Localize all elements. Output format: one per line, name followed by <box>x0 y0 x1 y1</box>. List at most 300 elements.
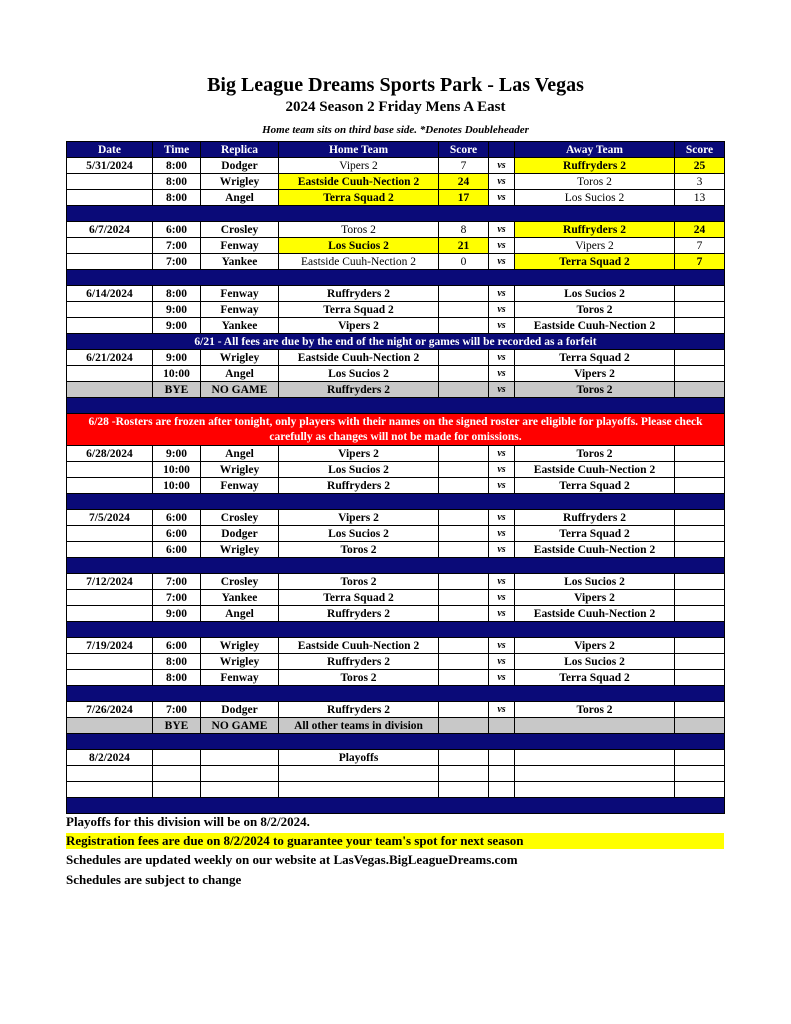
home-team-cell: Toros 2 <box>279 574 439 590</box>
game-row <box>67 222 725 238</box>
away-score-cell <box>675 766 725 782</box>
home-score-cell <box>439 510 489 526</box>
spacer-row <box>67 398 725 414</box>
change-note: Schedules are subject to change <box>66 872 242 887</box>
away-score-cell <box>675 350 725 366</box>
away-team-cell: Ruffryders 2 <box>515 510 675 526</box>
replica-cell: NO GAME <box>201 382 279 398</box>
game-row <box>67 670 725 686</box>
vs-cell: vs <box>489 510 515 526</box>
home-score-cell: 0 <box>439 254 489 270</box>
replica-cell <box>201 782 279 798</box>
away-score-cell <box>675 478 725 494</box>
home-score-cell <box>439 382 489 398</box>
away-score-cell <box>675 750 725 766</box>
replica-cell: Wrigley <box>201 542 279 558</box>
home-team-cell: Ruffryders 2 <box>279 654 439 670</box>
date-cell <box>67 766 153 782</box>
away-score-cell <box>675 526 725 542</box>
time-cell: 8:00 <box>153 670 201 686</box>
home-score-cell <box>439 446 489 462</box>
vs-cell: vs <box>489 190 515 206</box>
game-row <box>67 510 725 526</box>
away-score-cell <box>675 590 725 606</box>
replica-cell: Fenway <box>201 478 279 494</box>
away-team-cell: Terra Squad 2 <box>515 526 675 542</box>
time-cell: 9:00 <box>153 302 201 318</box>
away-score-cell <box>675 782 725 798</box>
home-team-cell: Eastside Cuuh-Nection 2 <box>279 254 439 270</box>
home-score-cell <box>439 702 489 718</box>
time-cell <box>153 750 201 766</box>
time-cell: 6:00 <box>153 526 201 542</box>
home-team-cell: Eastside Cuuh-Nection 2 <box>279 638 439 654</box>
time-cell: 8:00 <box>153 654 201 670</box>
vs-cell: vs <box>489 158 515 174</box>
date-cell <box>67 462 153 478</box>
away-team-cell: Ruffryders 2 <box>515 222 675 238</box>
date-cell <box>67 654 153 670</box>
replica-cell: Yankee <box>201 590 279 606</box>
home-team-cell: Eastside Cuuh-Nection 2 <box>279 174 439 190</box>
replica-cell: Wrigley <box>201 174 279 190</box>
away-score-cell <box>675 446 725 462</box>
home-score-cell <box>439 286 489 302</box>
home-team-cell: Terra Squad 2 <box>279 590 439 606</box>
time-cell: 8:00 <box>153 158 201 174</box>
game-row <box>67 750 725 766</box>
away-score-cell <box>675 462 725 478</box>
game-row <box>67 542 725 558</box>
date-cell <box>67 318 153 334</box>
spacer-row <box>67 686 725 702</box>
away-team-cell <box>515 750 675 766</box>
away-score-cell <box>675 718 725 734</box>
home-team-note: Home team sits on third base side. *Denotes Doubleheader <box>262 124 529 136</box>
home-score-cell: 21 <box>439 238 489 254</box>
time-cell <box>153 766 201 782</box>
date-cell: 6/21/2024 <box>67 350 153 366</box>
bye-row <box>67 382 725 398</box>
game-row <box>67 606 725 622</box>
time-cell: 9:00 <box>153 350 201 366</box>
home-team-cell: Playoffs <box>279 750 439 766</box>
time-cell: 7:00 <box>153 254 201 270</box>
col-header-vs <box>489 142 515 158</box>
vs-cell <box>489 718 515 734</box>
time-cell: 10:00 <box>153 366 201 382</box>
away-team-cell: Los Sucios 2 <box>515 654 675 670</box>
home-score-cell <box>439 526 489 542</box>
vs-cell <box>489 782 515 798</box>
fee-notice-text: 6/21 - All fees are due by the end of the night or games will be recorded as a forfeit <box>67 334 725 350</box>
game-row <box>67 350 725 366</box>
vs-cell: vs <box>489 606 515 622</box>
home-score-cell <box>439 638 489 654</box>
col-header-away-team: Away Team <box>515 142 675 158</box>
away-team-cell: Terra Squad 2 <box>515 670 675 686</box>
vs-cell: vs <box>489 238 515 254</box>
replica-cell: Wrigley <box>201 462 279 478</box>
spacer-row <box>67 798 725 814</box>
home-team-cell: Eastside Cuuh-Nection 2 <box>279 350 439 366</box>
game-row <box>67 766 725 782</box>
vs-cell: vs <box>489 446 515 462</box>
game-row <box>67 446 725 462</box>
away-score-cell <box>675 574 725 590</box>
date-cell <box>67 782 153 798</box>
spacer-cell <box>67 206 725 222</box>
date-cell: 7/26/2024 <box>67 702 153 718</box>
home-score-cell <box>439 478 489 494</box>
time-cell: 9:00 <box>153 606 201 622</box>
home-team-cell: Toros 2 <box>279 222 439 238</box>
game-row <box>67 462 725 478</box>
home-score-cell <box>439 574 489 590</box>
vs-cell: vs <box>489 366 515 382</box>
home-score-cell <box>439 350 489 366</box>
home-team-cell: Los Sucios 2 <box>279 462 439 478</box>
time-cell: 6:00 <box>153 222 201 238</box>
away-team-cell: Eastside Cuuh-Nection 2 <box>515 606 675 622</box>
spacer-cell <box>67 622 725 638</box>
date-cell <box>67 382 153 398</box>
spacer-row <box>67 622 725 638</box>
home-score-cell <box>439 590 489 606</box>
home-team-cell: Ruffryders 2 <box>279 702 439 718</box>
time-cell: 6:00 <box>153 510 201 526</box>
home-score-cell <box>439 542 489 558</box>
away-team-cell: Toros 2 <box>515 302 675 318</box>
spacer-row <box>67 494 725 510</box>
game-row <box>67 174 725 190</box>
spacer-row <box>67 734 725 750</box>
home-score-cell: 17 <box>439 190 489 206</box>
playoffs-note: Playoffs for this division will be on 8/2/2024. <box>66 814 310 829</box>
replica-cell: Yankee <box>201 254 279 270</box>
date-cell: 6/14/2024 <box>67 286 153 302</box>
replica-cell <box>201 766 279 782</box>
website-note: Schedules are updated weekly on our website at LasVegas.BigLeagueDreams.com <box>66 852 518 867</box>
spacer-cell <box>67 398 725 414</box>
home-team-cell: Ruffryders 2 <box>279 606 439 622</box>
replica-cell: Angel <box>201 606 279 622</box>
away-team-cell: Toros 2 <box>515 702 675 718</box>
home-team-cell: Vipers 2 <box>279 446 439 462</box>
home-score-cell <box>439 462 489 478</box>
vs-cell: vs <box>489 590 515 606</box>
spacer-cell <box>67 494 725 510</box>
replica-cell: NO GAME <box>201 718 279 734</box>
away-score-cell <box>675 670 725 686</box>
home-team-cell: Toros 2 <box>279 670 439 686</box>
home-team-cell: Ruffryders 2 <box>279 478 439 494</box>
col-header-time: Time <box>153 142 201 158</box>
schedule-body <box>67 158 725 814</box>
date-cell <box>67 542 153 558</box>
schedule-table <box>66 141 725 814</box>
date-cell <box>67 190 153 206</box>
replica-cell: Fenway <box>201 302 279 318</box>
time-cell: 8:00 <box>153 190 201 206</box>
away-team-cell: Eastside Cuuh-Nection 2 <box>515 318 675 334</box>
away-team-cell: Eastside Cuuh-Nection 2 <box>515 542 675 558</box>
home-team-cell: All other teams in division <box>279 718 439 734</box>
away-team-cell: Los Sucios 2 <box>515 190 675 206</box>
spacer-row <box>67 270 725 286</box>
vs-cell: vs <box>489 382 515 398</box>
spacer-cell <box>67 686 725 702</box>
game-row <box>67 702 725 718</box>
game-row <box>67 190 725 206</box>
date-cell <box>67 526 153 542</box>
away-score-cell: 13 <box>675 190 725 206</box>
away-score-cell <box>675 366 725 382</box>
game-row <box>67 590 725 606</box>
date-cell: 7/12/2024 <box>67 574 153 590</box>
home-score-cell <box>439 750 489 766</box>
away-team-cell: Toros 2 <box>515 174 675 190</box>
home-score-cell <box>439 302 489 318</box>
away-score-cell: 7 <box>675 238 725 254</box>
date-cell: 8/2/2024 <box>67 750 153 766</box>
home-score-cell <box>439 654 489 670</box>
away-team-cell: Eastside Cuuh-Nection 2 <box>515 462 675 478</box>
spacer-cell <box>67 558 725 574</box>
vs-cell: vs <box>489 542 515 558</box>
away-team-cell: Toros 2 <box>515 446 675 462</box>
replica-cell: Angel <box>201 190 279 206</box>
date-cell: 6/28/2024 <box>67 446 153 462</box>
time-cell: 6:00 <box>153 542 201 558</box>
vs-cell: vs <box>489 526 515 542</box>
roster-alert-row <box>67 414 725 446</box>
away-score-cell <box>675 286 725 302</box>
vs-cell: vs <box>489 302 515 318</box>
spacer-cell <box>67 734 725 750</box>
time-cell: BYE <box>153 718 201 734</box>
game-row <box>67 654 725 670</box>
game-row <box>67 238 725 254</box>
game-row <box>67 782 725 798</box>
away-team-cell <box>515 782 675 798</box>
time-cell: 7:00 <box>153 238 201 254</box>
fee-notice-row <box>67 334 725 350</box>
game-row <box>67 158 725 174</box>
home-score-cell <box>439 366 489 382</box>
away-team-cell: Los Sucios 2 <box>515 574 675 590</box>
home-team-cell: Los Sucios 2 <box>279 238 439 254</box>
home-team-cell: Terra Squad 2 <box>279 190 439 206</box>
game-row <box>67 638 725 654</box>
time-cell: 8:00 <box>153 174 201 190</box>
col-header-away-score: Score <box>675 142 725 158</box>
away-team-cell: Ruffryders 2 <box>515 158 675 174</box>
date-cell <box>67 718 153 734</box>
vs-cell <box>489 750 515 766</box>
away-team-cell: Toros 2 <box>515 382 675 398</box>
date-cell <box>67 174 153 190</box>
away-team-cell <box>515 718 675 734</box>
away-team-cell: Terra Squad 2 <box>515 478 675 494</box>
home-score-cell: 8 <box>439 222 489 238</box>
date-cell <box>67 606 153 622</box>
date-cell: 7/5/2024 <box>67 510 153 526</box>
time-cell: 7:00 <box>153 574 201 590</box>
away-score-cell: 3 <box>675 174 725 190</box>
date-cell <box>67 254 153 270</box>
time-cell: 7:00 <box>153 590 201 606</box>
replica-cell: Angel <box>201 366 279 382</box>
home-team-cell: Toros 2 <box>279 542 439 558</box>
game-row <box>67 574 725 590</box>
away-score-cell <box>675 606 725 622</box>
away-score-cell <box>675 654 725 670</box>
home-team-cell <box>279 766 439 782</box>
vs-cell: vs <box>489 350 515 366</box>
replica-cell: Yankee <box>201 318 279 334</box>
vs-cell <box>489 766 515 782</box>
replica-cell: Fenway <box>201 670 279 686</box>
home-score-cell <box>439 718 489 734</box>
home-team-cell <box>279 782 439 798</box>
replica-cell: Crosley <box>201 574 279 590</box>
vs-cell: vs <box>489 638 515 654</box>
away-team-cell: Terra Squad 2 <box>515 350 675 366</box>
away-team-cell <box>515 766 675 782</box>
time-cell: 10:00 <box>153 478 201 494</box>
home-team-cell: Los Sucios 2 <box>279 526 439 542</box>
replica-cell: Angel <box>201 446 279 462</box>
time-cell: 9:00 <box>153 446 201 462</box>
home-score-cell: 7 <box>439 158 489 174</box>
game-row <box>67 318 725 334</box>
game-row <box>67 526 725 542</box>
col-header-home-score: Score <box>439 142 489 158</box>
date-cell: 6/7/2024 <box>67 222 153 238</box>
away-team-cell: Vipers 2 <box>515 638 675 654</box>
spacer-row <box>67 206 725 222</box>
away-score-cell <box>675 382 725 398</box>
away-score-cell <box>675 318 725 334</box>
away-team-cell: Los Sucios 2 <box>515 286 675 302</box>
away-score-cell <box>675 510 725 526</box>
replica-cell: Fenway <box>201 286 279 302</box>
vs-cell: vs <box>489 222 515 238</box>
home-team-cell: Vipers 2 <box>279 318 439 334</box>
vs-cell: vs <box>489 462 515 478</box>
page-title: Big League Dreams Sports Park - Las Vegas <box>207 74 584 96</box>
table-header-row <box>67 142 725 158</box>
game-row <box>67 366 725 382</box>
time-cell: BYE <box>153 382 201 398</box>
vs-cell: vs <box>489 702 515 718</box>
home-score-cell <box>439 606 489 622</box>
replica-cell: Wrigley <box>201 654 279 670</box>
replica-cell: Dodger <box>201 526 279 542</box>
home-score-cell <box>439 670 489 686</box>
game-row <box>67 302 725 318</box>
away-team-cell: Vipers 2 <box>515 590 675 606</box>
time-cell: 6:00 <box>153 638 201 654</box>
bye-row <box>67 718 725 734</box>
time-cell: 7:00 <box>153 702 201 718</box>
replica-cell: Fenway <box>201 238 279 254</box>
home-team-cell: Vipers 2 <box>279 158 439 174</box>
time-cell <box>153 782 201 798</box>
game-row <box>67 254 725 270</box>
replica-cell <box>201 750 279 766</box>
col-header-date: Date <box>67 142 153 158</box>
away-team-cell: Terra Squad 2 <box>515 254 675 270</box>
vs-cell: vs <box>489 654 515 670</box>
away-score-cell: 25 <box>675 158 725 174</box>
replica-cell: Crosley <box>201 222 279 238</box>
date-cell <box>67 670 153 686</box>
home-team-cell: Ruffryders 2 <box>279 286 439 302</box>
time-cell: 9:00 <box>153 318 201 334</box>
spacer-row <box>67 558 725 574</box>
vs-cell: vs <box>489 574 515 590</box>
date-cell <box>67 590 153 606</box>
away-score-cell <box>675 542 725 558</box>
spacer-cell <box>67 270 725 286</box>
vs-cell: vs <box>489 286 515 302</box>
away-team-cell: Vipers 2 <box>515 238 675 254</box>
date-cell <box>67 478 153 494</box>
away-score-cell: 7 <box>675 254 725 270</box>
date-cell <box>67 366 153 382</box>
home-team-cell: Terra Squad 2 <box>279 302 439 318</box>
date-cell: 5/31/2024 <box>67 158 153 174</box>
replica-cell: Wrigley <box>201 638 279 654</box>
col-header-home-team: Home Team <box>279 142 439 158</box>
replica-cell: Crosley <box>201 510 279 526</box>
game-row <box>67 286 725 302</box>
date-cell <box>67 302 153 318</box>
vs-cell: vs <box>489 174 515 190</box>
replica-cell: Dodger <box>201 158 279 174</box>
away-score-cell <box>675 702 725 718</box>
home-team-cell: Vipers 2 <box>279 510 439 526</box>
game-row <box>67 478 725 494</box>
vs-cell: vs <box>489 478 515 494</box>
home-team-cell: Los Sucios 2 <box>279 366 439 382</box>
away-score-cell: 24 <box>675 222 725 238</box>
time-cell: 8:00 <box>153 286 201 302</box>
replica-cell: Wrigley <box>201 350 279 366</box>
roster-alert-text: 6/28 -Rosters are frozen after tonight, only players with their names on the signed roster are eligible for playoffs. Please check carefully as changes will not be made for omissions. <box>67 414 725 446</box>
home-score-cell <box>439 318 489 334</box>
vs-cell: vs <box>489 318 515 334</box>
spacer-cell <box>67 798 725 814</box>
date-cell <box>67 238 153 254</box>
replica-cell: Dodger <box>201 702 279 718</box>
home-score-cell <box>439 766 489 782</box>
page-subtitle: 2024 Season 2 Friday Mens A East <box>285 99 506 115</box>
away-score-cell <box>675 638 725 654</box>
vs-cell: vs <box>489 254 515 270</box>
vs-cell: vs <box>489 670 515 686</box>
col-header-replica: Replica <box>201 142 279 158</box>
home-team-cell: Ruffryders 2 <box>279 382 439 398</box>
time-cell: 10:00 <box>153 462 201 478</box>
away-team-cell: Vipers 2 <box>515 366 675 382</box>
away-score-cell <box>675 302 725 318</box>
date-cell: 7/19/2024 <box>67 638 153 654</box>
home-score-cell <box>439 782 489 798</box>
home-score-cell: 24 <box>439 174 489 190</box>
